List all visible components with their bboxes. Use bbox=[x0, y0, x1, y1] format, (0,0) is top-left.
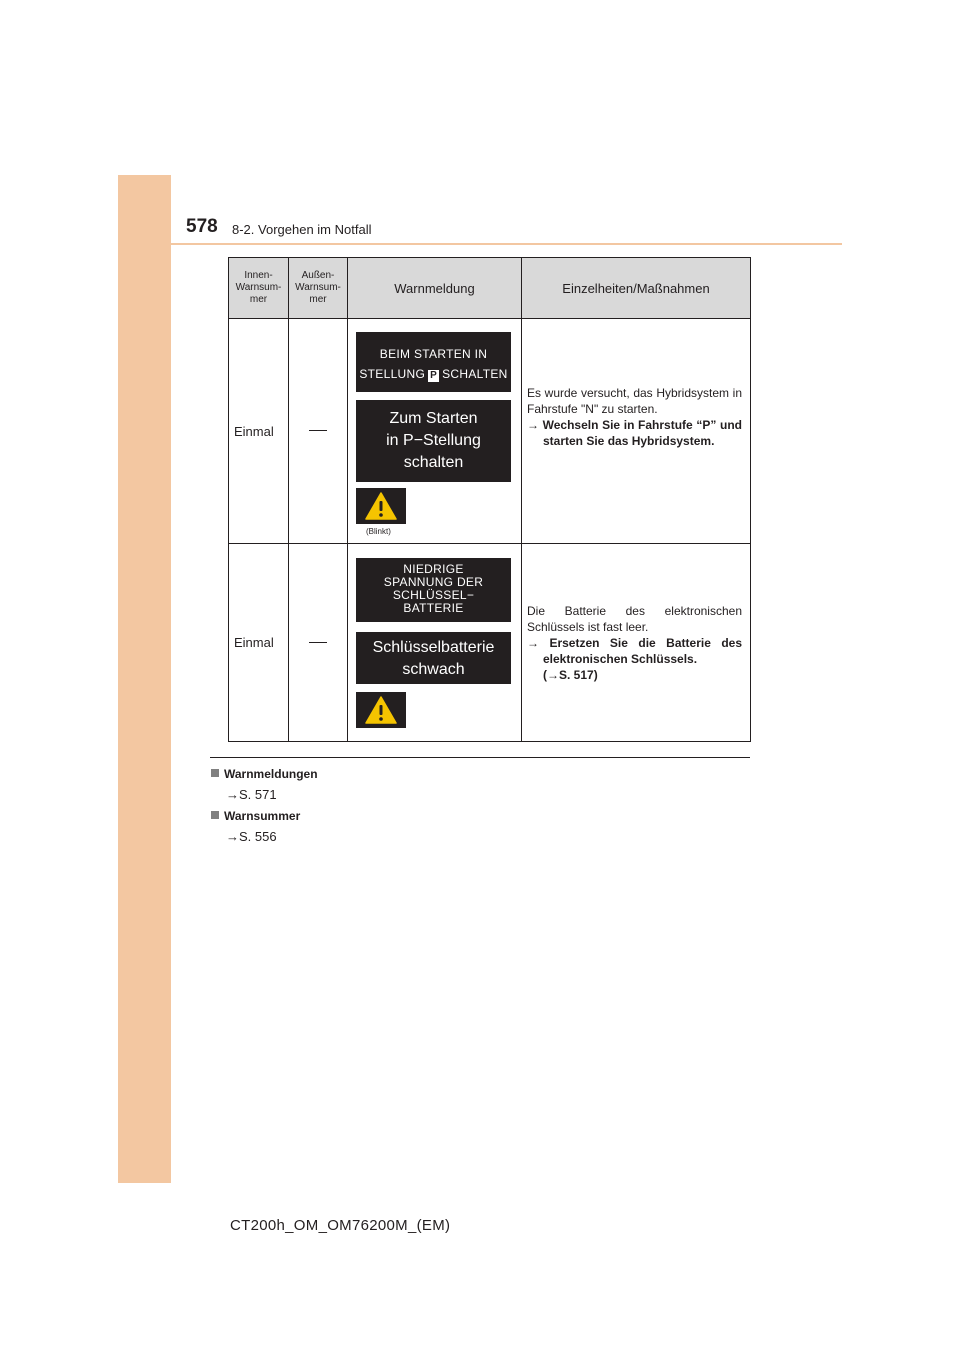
display-message-upper: NIEDRIGE SPANNUNG DER SCHLÜSSEL− BATTERIE bbox=[356, 558, 511, 622]
header-message: Warnmeldung bbox=[348, 258, 522, 319]
details-cell: Es wurde versucht, das Hybridsystem in Fahrstufe "N" zu starten. → Wechseln Sie in Fahrstufe “P” und starten Sie das Hybridsystem. bbox=[522, 319, 751, 544]
note-reference: →S. 571 bbox=[226, 787, 277, 802]
outer-buzzer-cell bbox=[289, 319, 348, 544]
display-message-lower: Zum Starten in P−Stellung schalten bbox=[356, 400, 511, 482]
bullet-square-icon bbox=[211, 811, 219, 819]
display-message-lower: Schlüsselbatterie schwach bbox=[356, 632, 511, 684]
warning-light bbox=[356, 488, 406, 524]
blink-note: (Blinkt) bbox=[366, 527, 391, 536]
section-title: 8-2. Vorgehen im Notfall bbox=[232, 222, 372, 237]
bullet-square-icon bbox=[211, 769, 219, 777]
note-heading-warnmeldungen: Warnmeldungen bbox=[211, 767, 318, 781]
header-details: Einzelheiten/Maßnahmen bbox=[522, 258, 751, 319]
action-reference: (→S. 517) bbox=[543, 667, 598, 682]
table-row bbox=[229, 544, 751, 742]
details-cell: Die Batterie des elektronischen Schlüssels ist fast leer. → Ersetzen Sie die Batterie des elektronischen Schlüssels. (→S. 517) bbox=[522, 544, 751, 742]
action-text: → Wechseln Sie in Fahrstufe “P” und starten Sie das Hybridsystem. bbox=[527, 418, 742, 448]
header-rule bbox=[118, 243, 842, 245]
table-header-row bbox=[229, 258, 751, 319]
p-position-icon: P bbox=[430, 370, 438, 381]
inner-buzzer-cell: Einmal bbox=[229, 319, 289, 544]
warning-triangle-icon bbox=[365, 696, 397, 724]
table-bottom-rule bbox=[210, 757, 750, 758]
display-message-upper: BEIM STARTEN IN STELLUNG P SCHALTEN bbox=[356, 332, 511, 392]
footer-doc-code: CT200h_OM_OM76200M_(EM) bbox=[230, 1217, 451, 1234]
message-cell bbox=[348, 319, 522, 544]
message-cell bbox=[348, 544, 522, 742]
note-heading-warnsummer: Warnsummer bbox=[211, 809, 300, 823]
inner-buzzer-cell: Einmal bbox=[229, 544, 289, 742]
note-reference: →S. 556 bbox=[226, 829, 277, 844]
dash-mark bbox=[309, 430, 327, 431]
chapter-sidebar-tab bbox=[118, 175, 171, 1183]
warning-triangle-icon bbox=[365, 492, 397, 520]
warning-light bbox=[356, 692, 406, 728]
header-outer-buzzer: Außen- Warnsum- mer bbox=[289, 258, 348, 319]
header-inner-buzzer: Innen- Warnsum- mer bbox=[229, 258, 289, 319]
warning-table bbox=[228, 257, 751, 742]
outer-buzzer-cell bbox=[289, 544, 348, 742]
action-text: → Ersetzen Sie die Batterie des elektronischen Schlüssels. bbox=[527, 635, 742, 666]
table-row bbox=[229, 319, 751, 544]
page-number: 578 bbox=[186, 216, 218, 237]
dash-mark bbox=[309, 642, 327, 643]
